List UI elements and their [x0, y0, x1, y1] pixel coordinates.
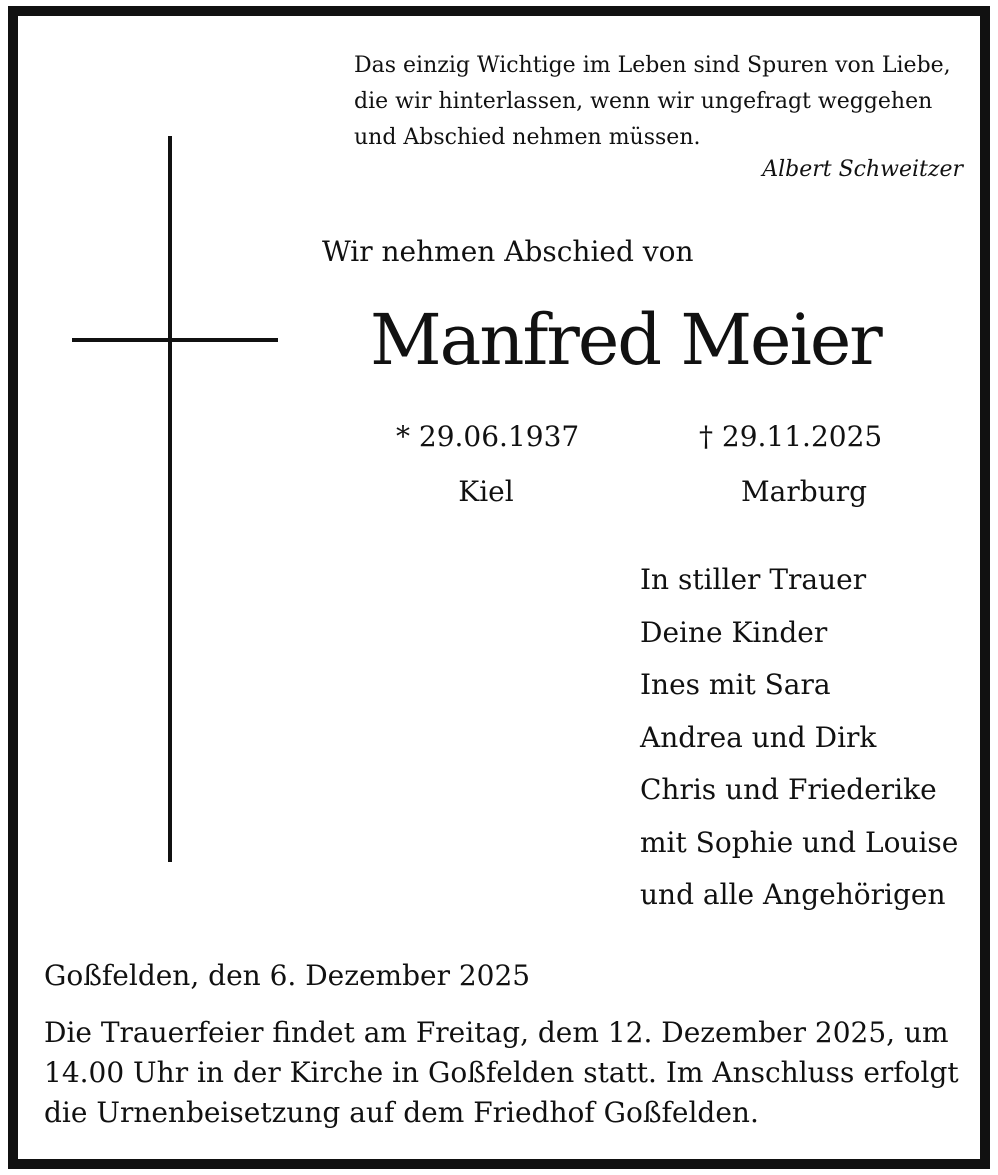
service-line: 14.00 Uhr in der Kirche in Goßfelden statt. Im Anschluss erfolgt: [44, 1056, 959, 1089]
cross-vertical-bar: [168, 136, 172, 862]
quote-line: die wir hinterlassen, wenn wir ungefragt weggehen: [354, 89, 933, 114]
death-date: † 29.11.2025: [699, 420, 883, 453]
dateline: Goßfelden, den 6. Dezember 2025: [44, 959, 531, 992]
obituary-frame: [8, 6, 990, 1169]
quote-line: Das einzig Wichtige im Leben sind Spuren von Liebe,: [354, 53, 951, 78]
mourner-line: In stiller Trauer: [640, 563, 867, 596]
service-notice: [44, 1013, 984, 1133]
quote: [354, 48, 994, 156]
quote-line: und Abschied nehmen müssen.: [354, 125, 701, 150]
mourner-line: Deine Kinder: [640, 615, 828, 649]
intro-text: Wir nehmen Abschied von: [322, 235, 694, 268]
deceased-name: Manfred Meier: [370, 299, 881, 381]
mourners-list: [640, 554, 958, 922]
birth-date: * 29.06.1937: [396, 420, 580, 453]
mourner-line: Andrea und Dirk: [640, 720, 877, 754]
quote-author: Albert Schweitzer: [762, 157, 963, 182]
cross-horizontal-bar: [72, 338, 278, 342]
service-line: Die Trauerfeier findet am Freitag, dem 12. Dezember 2025, um: [44, 1016, 949, 1049]
mourner-line: und alle Angehörigen: [640, 878, 946, 911]
death-place: Marburg: [740, 475, 867, 508]
mourner-line: mit Sophie und Louise: [640, 825, 959, 859]
mourner-line: Chris und Friederike: [640, 773, 937, 806]
mourner-line: Ines mit Sara: [640, 668, 831, 701]
birth-place: Kiel: [458, 475, 514, 508]
service-line: die Urnenbeisetzung auf dem Friedhof Goßfelden.: [44, 1096, 759, 1129]
